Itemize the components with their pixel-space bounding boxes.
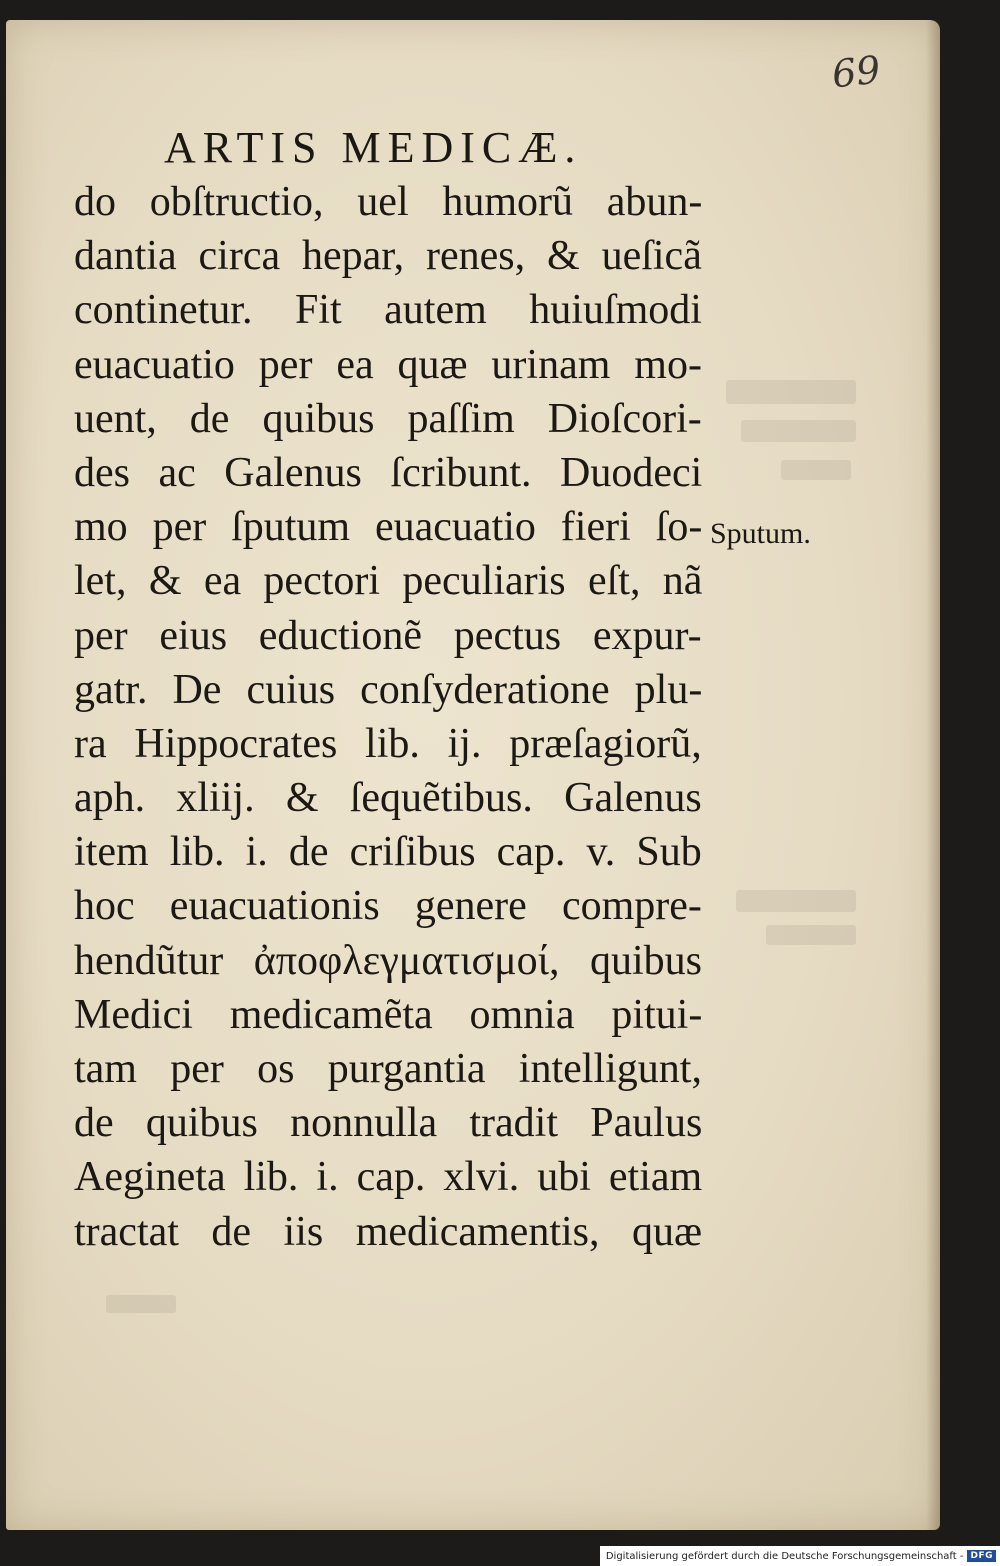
show-through-mark (766, 925, 856, 945)
text-line: mo per ſputum euacuatio fieri ſo- (74, 504, 702, 551)
funding-credit: Digitalisierung gefördert durch die Deutsche Forschungsgemeinschaft - (605, 1550, 964, 1562)
text-line: hendũtur ἀποφλεγματισμοί, quibus (74, 937, 702, 984)
book-page (6, 20, 940, 1530)
text-line: aph. xliij. & ſequẽtibus. Galenus (74, 775, 702, 822)
text-line: hoc euacuationis genere compre- (74, 883, 702, 930)
text-line: de quibus nonnulla tradit Paulus (74, 1100, 702, 1147)
text-line: euacuatio per ea quæ urinam mo- (74, 341, 702, 388)
text-line: per eius eductionẽ pectus expur- (74, 612, 702, 659)
show-through-mark (106, 1295, 176, 1313)
digitization-footer (600, 1546, 1000, 1566)
text-line: do obſtructio, uel humorũ abun- (74, 179, 702, 225)
text-line: des ac Galenus ſcribunt. Duodeci (74, 449, 702, 496)
text-line: Aegineta lib. i. cap. xlvi. ubi etiam (74, 1154, 702, 1201)
text-line: gatr. De cuius conſyderatione plu- (74, 666, 702, 713)
text-line: Medici medicamẽta omnia pitui- (74, 991, 702, 1038)
show-through-mark (741, 420, 856, 442)
show-through-mark (736, 890, 856, 912)
margin-note: Sputum. (710, 517, 811, 550)
running-headline: ARTIS MEDICÆ. (164, 123, 583, 172)
show-through-mark (781, 460, 851, 480)
dfg-logo: DFG (967, 1550, 996, 1562)
text-line: tractat de iis medicamentis, quæ (74, 1208, 702, 1255)
show-through-mark (726, 380, 856, 404)
text-line: continetur. Fit autem huiuſmodi (74, 287, 702, 334)
folio-number: 69 (829, 47, 883, 97)
text-line: let, & ea pectori peculiaris eſt, nã (74, 558, 702, 605)
page-edge-shadow (926, 20, 940, 1530)
main-text-block (74, 175, 702, 1259)
text-line: uent, de quibus paſſim Dioſcori- (74, 395, 702, 442)
text-line: dantia circa hepar, renes, & ueſicã (74, 233, 702, 280)
text-line: item lib. i. de criſibus cap. v. Sub (74, 829, 702, 876)
text-line: tam per os purgantia intelligunt, (74, 1046, 702, 1092)
text-line: ra Hippocrates lib. ij. præſagiorũ, (74, 720, 702, 767)
